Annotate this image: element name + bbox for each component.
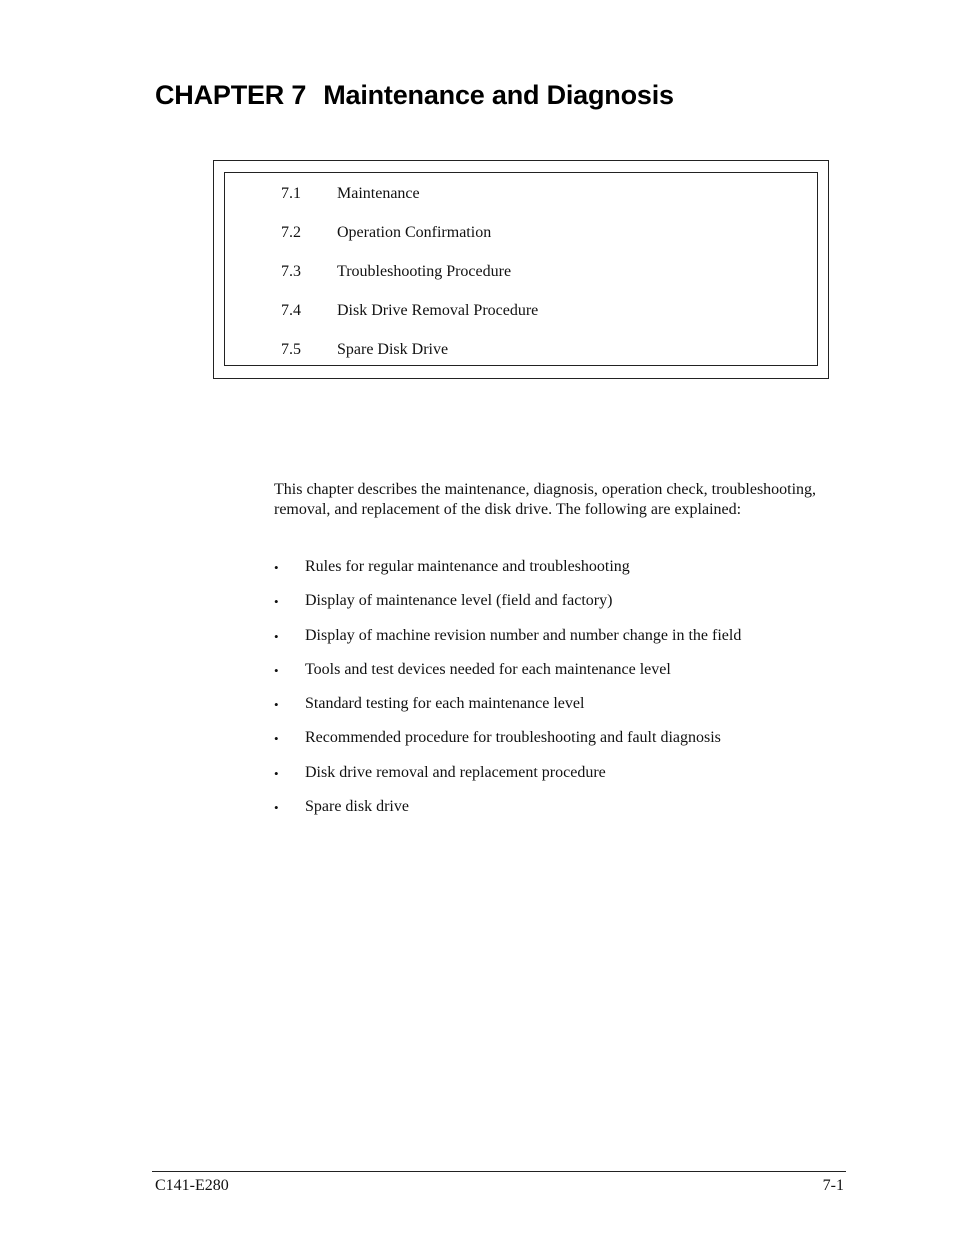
list-item-text: Tools and test devices needed for each maintenance level <box>305 660 671 678</box>
intro-paragraph: This chapter describes the maintenance, diagnosis, operation check, troubleshooting, removal, and replacement of the disk drive. The following are explained: <box>274 481 817 518</box>
toc-entry-number: 7.4 <box>281 302 301 319</box>
list-item-text: Spare disk drive <box>305 798 409 816</box>
chapter-label: CHAPTER 7 <box>155 80 307 110</box>
list-item-text: Standard testing for each maintenance level <box>305 695 585 713</box>
toc-entry[interactable] <box>281 185 420 203</box>
toc-entry-title: Maintenance <box>337 185 420 202</box>
bullet-icon: • <box>274 560 279 575</box>
toc-entry-number: 7.5 <box>281 341 301 358</box>
list-item-text: Recommended procedure for troubleshooting and fault diagnosis <box>305 729 721 747</box>
list-item-text: Display of maintenance level (field and factory) <box>305 592 613 610</box>
list-item-text: Rules for regular maintenance and troubleshooting <box>305 558 630 575</box>
toc-entry-title: Operation Confirmation <box>337 224 492 241</box>
bullet-icon: • <box>274 800 279 816</box>
footer-document-id: C141-E280 <box>155 1177 229 1194</box>
toc-entry[interactable] <box>281 341 448 359</box>
chapter-contents-inner-frame <box>224 172 818 366</box>
chapter-contents-box <box>213 160 829 379</box>
footer-divider <box>152 1171 846 1172</box>
toc-entry-number: 7.3 <box>281 263 301 280</box>
toc-entry[interactable] <box>281 263 511 281</box>
toc-entry-title: Spare Disk Drive <box>337 341 449 358</box>
footer-page-number: 7-1 <box>822 1177 844 1194</box>
toc-entry-title: Troubleshooting Procedure <box>337 263 512 280</box>
bullet-icon: • <box>274 662 279 678</box>
list-item-text: Display of machine revision number and number change in the field <box>305 626 742 644</box>
chapter-heading <box>155 80 674 111</box>
bullet-icon: • <box>274 765 279 781</box>
chapter-title: Maintenance and Diagnosis <box>323 80 674 110</box>
bullet-icon: • <box>274 731 279 747</box>
toc-entry[interactable] <box>281 302 538 320</box>
toc-entry-number: 7.2 <box>281 224 301 241</box>
toc-entry[interactable] <box>281 224 491 242</box>
bullet-icon: • <box>274 594 279 610</box>
toc-entry-title: Disk Drive Removal Procedure <box>337 302 539 319</box>
bullet-icon: • <box>274 628 279 644</box>
toc-entry-number: 7.1 <box>281 185 301 202</box>
bullet-icon: • <box>274 697 279 713</box>
list-item-text: Disk drive removal and replacement procedure <box>305 763 606 781</box>
